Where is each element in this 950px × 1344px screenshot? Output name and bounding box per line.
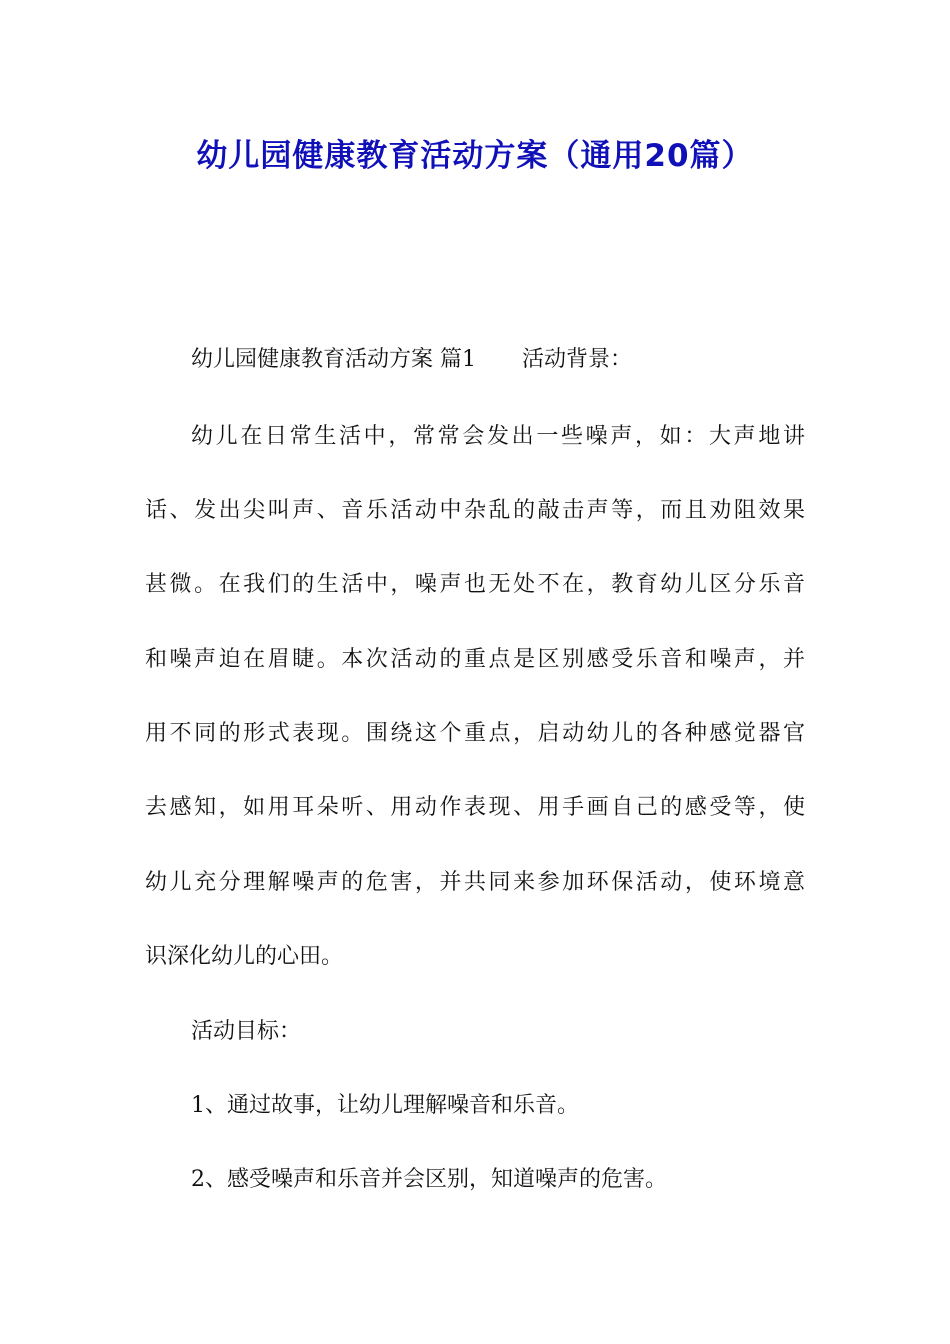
paragraph-line: 识深化幼儿的心田。 [145,944,344,969]
paragraph-line: 话、发出尖叫声、音乐活动中杂乱的敲击声等，而且劝阻效果 [145,498,805,523]
section-heading-line [191,345,632,375]
background-label: 活动背景： [522,347,633,372]
paragraph-line: 用不同的形式表现。围绕这个重点，启动幼儿的各种感觉器官 [145,721,805,746]
paragraph-line: 甚微。在我们的生活中，噪声也无处不在，教育幼儿区分乐音 [145,572,805,597]
goal-item: 2、感受噪声和乐音并会区别，知道噪声的危害。 [191,1167,667,1192]
section-heading: 幼儿园健康教育活动方案 篇1 [191,347,476,372]
paragraph-line: 去感知，如用耳朵听、用动作表现、用手画自己的感受等，使 [145,795,805,820]
paragraph-line: 幼儿充分理解噪声的危害，并共同来参加环保活动，使环境意 [145,870,805,895]
goals-label: 活动目标： [191,1019,302,1044]
paragraph-line: 幼儿在日常生活中，常常会发出一些噪声，如：大声地讲 [191,424,805,449]
goal-item: 1、通过故事，让幼儿理解噪音和乐音。 [191,1093,579,1118]
document-title: 幼儿园健康教育活动方案（通用20篇） [196,138,754,174]
paragraph-line: 和噪声迫在眉睫。本次活动的重点是区别感受乐音和噪声，并 [145,647,805,672]
